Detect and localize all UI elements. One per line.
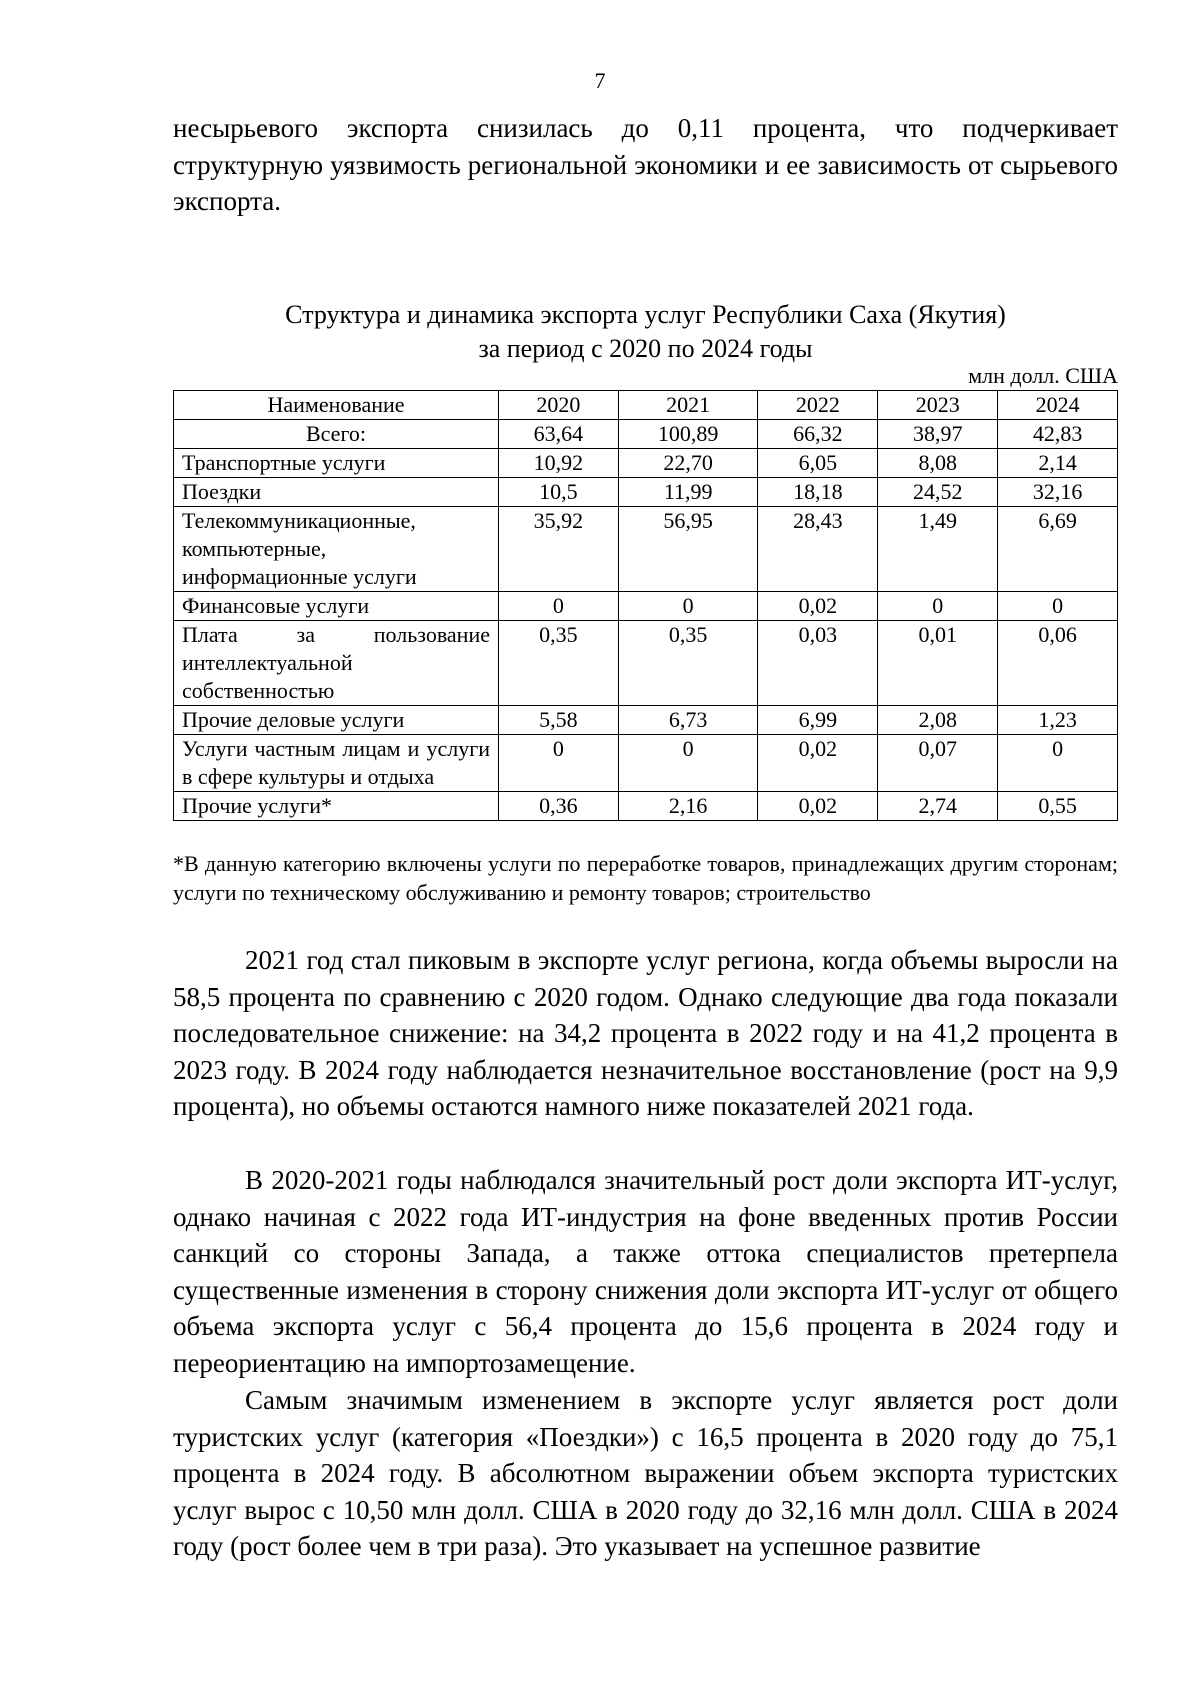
cell-value: 10,92 — [499, 449, 619, 478]
cell-value: 0 — [878, 592, 998, 621]
cell-value: 100,89 — [618, 420, 758, 449]
cell-value: 0,01 — [878, 621, 998, 706]
cell-value: 0 — [499, 735, 619, 792]
table-row — [174, 420, 1118, 449]
table-row — [174, 592, 1118, 621]
cell-value: 63,64 — [499, 420, 619, 449]
cell-value: 0,35 — [499, 621, 619, 706]
header-2020: 2020 — [499, 391, 619, 420]
row-name: Телекоммуникационные, компьютерные, информационные услуги — [174, 507, 499, 592]
cell-value: 6,05 — [758, 449, 878, 478]
table-row — [174, 706, 1118, 735]
header-name: Наименование — [174, 391, 499, 420]
table-row — [174, 449, 1118, 478]
row-name: Транспортные услуги — [174, 449, 499, 478]
cell-value: 22,70 — [618, 449, 758, 478]
cell-value: 2,16 — [618, 792, 758, 821]
row-name: Услуги частным лицам и услуги в сфере культуры и отдыха — [174, 735, 499, 792]
cell-value: 66,32 — [758, 420, 878, 449]
cell-value: 18,18 — [758, 478, 878, 507]
cell-value: 0 — [618, 735, 758, 792]
cell-value: 2,14 — [998, 449, 1118, 478]
row-name: Плата за пользование интеллектуальной собственностью — [174, 621, 499, 706]
header-2022: 2022 — [758, 391, 878, 420]
body-paragraph-3: Самым значимым изменением в экспорте услуг является рост доли туристских услуг (категория «Поездки») с 16,5 процента в 2020 году до 75,1 процента в 2024 году. В абсолютном выражении объем экспорта туристских услуг вырос с 10,50 млн долл. США в 2020 году до 32,16 млн долл. США в 2024 году (рост более чем в три раза). Это указывает на успешное развитие — [173, 1385, 1118, 1562]
table-row — [174, 507, 1118, 592]
cell-value: 2,74 — [878, 792, 998, 821]
top-paragraph: несырьевого экспорта снизилась до 0,11 процента, что подчеркивает структурную уязвимость региональной экономики и ее зависимость от сырьевого экспорта. — [173, 113, 1118, 217]
cell-value: 1,49 — [878, 507, 998, 592]
row-name: Прочие деловые услуги — [174, 706, 499, 735]
table-unit: млн долл. США — [968, 363, 1118, 388]
cell-value: 0,07 — [878, 735, 998, 792]
cell-value: 28,43 — [758, 507, 878, 592]
cell-value: 8,08 — [878, 449, 998, 478]
cell-value: 0,36 — [499, 792, 619, 821]
table-title-line-2: за период с 2020 по 2024 годы — [478, 334, 813, 363]
cell-value: 0 — [499, 592, 619, 621]
body-paragraph-2: В 2020-2021 годы наблюдался значительный рост доли экспорта ИТ-услуг, однако начиная с 2022 года ИТ-индустрия на фоне введенных против России санкций со стороны Запада, а также оттока специалистов претерпела существенные изменения в сторону снижения доли экспорта ИТ-услуг от общего объема экспорта услуг с 56,4 процента до 15,6 процента в 2024 году и переориентацию на импортозамещение. — [173, 1165, 1118, 1378]
export-services-table — [173, 390, 1118, 821]
row-name: Финансовые услуги — [174, 592, 499, 621]
cell-value: 0,06 — [998, 621, 1118, 706]
row-name: Поездки — [174, 478, 499, 507]
cell-value: 1,23 — [998, 706, 1118, 735]
cell-value: 0,55 — [998, 792, 1118, 821]
cell-value: 6,69 — [998, 507, 1118, 592]
cell-value: 6,99 — [758, 706, 878, 735]
cell-value: 32,16 — [998, 478, 1118, 507]
cell-value: 0 — [998, 592, 1118, 621]
cell-value: 11,99 — [618, 478, 758, 507]
cell-value: 0,02 — [758, 792, 878, 821]
header-2024: 2024 — [998, 391, 1118, 420]
cell-value: 6,73 — [618, 706, 758, 735]
table-row — [174, 735, 1118, 792]
table-title — [173, 298, 1118, 366]
cell-value: 35,92 — [499, 507, 619, 592]
header-2021: 2021 — [618, 391, 758, 420]
row-name: Всего: — [174, 420, 499, 449]
table-row — [174, 621, 1118, 706]
cell-value: 0 — [618, 592, 758, 621]
cell-value: 0,35 — [618, 621, 758, 706]
cell-value: 56,95 — [618, 507, 758, 592]
cell-value: 0,02 — [758, 592, 878, 621]
body-paragraph-1: 2021 год стал пиковым в экспорте услуг региона, когда объемы выросли на 58,5 процента по сравнению с 2020 годом. Однако следующие два года показали последовательное снижение: на 34,2 процента в 2022 году и на 41,2 процента в 2023 году. В 2024 году наблюдается незначительное восстановление (рост на 9,9 процента), но объемы остаются намного ниже показателей 2021 года. — [173, 945, 1118, 1122]
cell-value: 0 — [998, 735, 1118, 792]
cell-value: 2,08 — [878, 706, 998, 735]
row-name: Прочие услуги* — [174, 792, 499, 821]
cell-value: 38,97 — [878, 420, 998, 449]
table-header-row — [174, 391, 1118, 420]
cell-value: 42,83 — [998, 420, 1118, 449]
cell-value: 5,58 — [499, 706, 619, 735]
cell-value: 0,03 — [758, 621, 878, 706]
cell-value: 0,02 — [758, 735, 878, 792]
header-2023: 2023 — [878, 391, 998, 420]
table-footnote: *В данную категорию включены услуги по переработке товаров, принадлежащих другим сторонам; услуги по техническому обслуживанию и ремонту товаров; строительство — [173, 851, 1118, 905]
table-title-line-1: Структура и динамика экспорта услуг Республики Саха (Якутия) — [285, 300, 1006, 329]
table-row — [174, 792, 1118, 821]
cell-value: 10,5 — [499, 478, 619, 507]
cell-value: 24,52 — [878, 478, 998, 507]
page-number: 7 — [594, 68, 606, 93]
table-row — [174, 478, 1118, 507]
